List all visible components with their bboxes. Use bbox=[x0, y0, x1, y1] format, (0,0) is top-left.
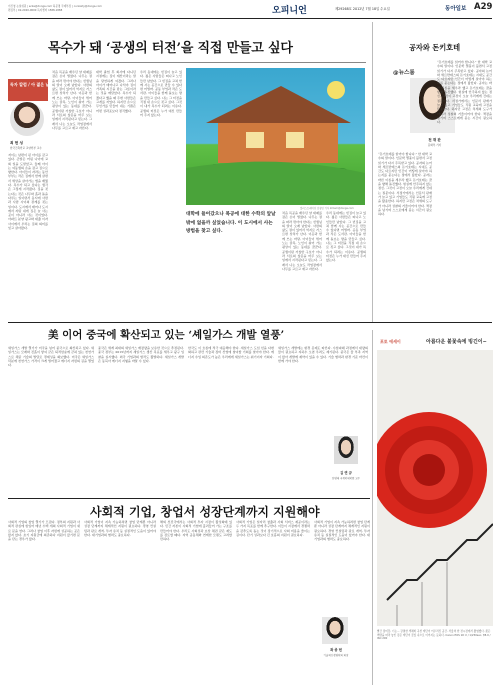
column-divider bbox=[372, 330, 373, 685]
column-author-title: 문화부 기자 bbox=[427, 144, 442, 147]
rose-petal bbox=[413, 454, 445, 486]
article-column: 셰일가스 개발 열기가 미국을 넘어 중국으로 확산되고 있다. 셰일가스는 모래와 진흙이 쌓여 굳은 퇴적암층에 갇혀 있는 천연가스로 채굴 기술의 발달로 경제성을 확보했다. 미국은 셰일가스 덕분에 천연가스 가격이 크게 떨어졌고 에너지 자립의 길을 열었다. bbox=[8, 346, 94, 368]
article-column: 처음 목공을 배우던 날 대패를 잡은 손이 떨렸다. 나무는 결을 따라 깎아야 한다는 선생님의 말이 오래 남았다. 사람의 삶도 결이 있어서 억지로 거스르면 상처가 난다. 이웃과 함께 쓰는 마당, 아이들이 뛰어노는 골목, 노인이 쉬어 가는 평상이 있는 동네를 꿈꾼다. 공생이란 거창한 구호가 아니라 서로의 창문을 마주 보는 일에서 시작된다고 믿는다. 그래서 나는 오늘도 작업장에서 나무를 고르고 재고 자른다. bbox=[282, 211, 322, 271]
article-column: 한국도 이 흐름에 적극 대응해야 한다. 셰일가스 도입 선을 다변화하고 관련 기술과 장비 산업에 참여할 기회를 찾아야 한다. 에너지 수입 의존도가 높은 우리에게 셰일가스는 위기이자 기회다. bbox=[188, 346, 274, 359]
hill-shape bbox=[186, 162, 365, 205]
section-rule bbox=[8, 322, 492, 323]
header-rule bbox=[8, 18, 492, 19]
article-column: 중국은 세계 최대의 셰일가스 매장량을 보유한 것으로 추정된다. 중국 정부는 2015년까지 셰일가스 생산 목표를 세우고 광구 입찰을 실시했다. 외국 기업과의 합작도 활발하다. 셰일가스 개발은 동북아 에너지 지형을 바꿀 수 있다. bbox=[98, 346, 184, 363]
author-photo bbox=[10, 102, 44, 136]
article-column: 사회적 기업은 일자리 창출과 사회 서비스 제공이라는 두 가지 목표를 함께 추구한다. 이들이 시장에서 경쟁력을 갖추도록 돕는 것이 장기적으로 사회 비용을 줄이는 길이다. 단기 성과보다 긴 호흡의 지원이 필요하다. bbox=[236, 520, 310, 537]
issue-date: 제29268호 2012년 7월 18일 수요일 bbox=[335, 7, 390, 11]
middle-article-headline: 美 이어 중국에 확산되고 있는 ‘셰일가스 개발 열풍’ bbox=[48, 329, 285, 341]
masthead-line: 이진영 논설위원 | ecke@donga.com 허문명 국제부장 | curiosity@donga.com bbox=[8, 5, 102, 8]
window-shape bbox=[246, 132, 264, 148]
illustration-credit: 일러스트레이션 김상민 기자 kimsm@donga.com bbox=[300, 207, 354, 210]
column-author-name: 천 재 완 bbox=[428, 138, 441, 142]
author-name: 최 현 성 bbox=[10, 141, 23, 145]
photo-essay-label: 포토 에세이 bbox=[380, 339, 401, 344]
section-title: 오피니언 bbox=[272, 6, 307, 16]
article-column: 우리 동네에는 빈집이 늘고 있다. 젊은 사람들은 떠나고 노인들만 남았다. 그 빈집을 고쳐 함께 사는 공간으로 만들 수 있다면 어떨까. 공동 부엌과 작은 도서관, 아이들을 함께 돌보는 방을 만들고 싶다. 나는 그 터전을 직접 내 손으로 짓고 싶다. 그것이 내가 목수가 되려는 이유다. 공생의 터전은 누가 대신 만들어 주지 않는다. bbox=[140, 70, 182, 117]
article-column: 해외 선진국에서는 사회적 투자 시장이 활성화돼 있다. 민간 자본이 사회적 기업에 흘러들어 가는 구조를 만들어야 한다. 우리도 사회성과 보상 채권 같은 제도를 검토할 때다. 지역 공동체와 연계한 모델도 고려할 만하다. bbox=[160, 520, 232, 542]
article-column: 저이는 남편이 된 아이를 갖고 있다. 큰딸은 어린 나이에 교회 일을 도맡았고, 둘째 아이는 여동생의 손을 잡고 집으로 향한다. 아이들이 자라는 동안 부부는 작은 집에서 함께 살면서 세상을 살아가는 법을 배웠다. 목수가 되고 싶다는 생각은 그렇게 시작됐다. 집을 짓는다는 것은 나무와 흙과 돌을 다루는 일이면서 동시에 사람과 사람 사이의 관계를 짓는 일이다. 도시에서 태어나 도시에서 자란 내게 집은 늘 사는 곳이 아니라 사는 것이었다. 아파트 분양 광고와 대출 이자 사이에서 우리는 집의 의미를 잊고 살아왔다. bbox=[8, 153, 48, 231]
section-rule bbox=[8, 498, 370, 499]
photo-essay-caption: 빨간 장미꽃, 너는... 강렬한 색채와 곡선 계단이 어우러진 공간. 서울의 한 전시장에서 촬영했다. 붉은 벽면을 따라 놓인 검은 계단이 꽃잎 속으로 이어지는 듯하다. Canon EOS 1D X / 1/250sec, f/8.0 / ISO 200 bbox=[377, 630, 491, 641]
column-divider bbox=[372, 22, 373, 322]
article-column: 사회적 기업이 지속 가능하려면 창업 단계뿐 아니라 성장 단계까지 체계적인 지원이 필요하다. 경영 컨설팅과 판로 개척, 투자 유치 등 실질적인 도움이 있어야 한다. 대기업과의 협력도 중요하다. bbox=[84, 520, 156, 537]
author-name: 곽 종 현 bbox=[330, 648, 342, 652]
article-column: 대학 졸업 후 회사에 다니던 시절에는 집이 재산이라는 말을 당연하게 여겼다. 그러나 아이가 태어나고 나서야 집이 가족의 시간을 담는 그릇이라는 것을 깨달았다. 목수가 되겠다고 했을 때 주변 사람들은 고개를 저었다. 하지만 손으로 무언가를 만들어 내는 기쁨은 어떤 성과표보다 정직했다. bbox=[96, 70, 136, 113]
column-text: “돈키호테를 읽어야 합니다.” 한 대학 교수의 말이다. 인문학 열풍이 불면서 고전 읽기가 다시 주목받고 있다. 공자의 논어와 세르반테스의 돈키호테는 시대도 공간도 다르지만 인간이 어떻게 살아야 하는지를 묻는다는 점에서 닮았다. 공자는 바른 이름을 세우라 했고 돈키호테는 꿈을 향해 돌진했다. 현실에 안주하지 않는 정신, 그것이 고전이 오늘 우리에게 건네는 질문이다. 서점가에서는 인문서 판매가 늘고 있고 기업들도 직원 교육에 고전을 활용한다. 하지만 고전은 처세의 도구가 아니라 성찰의 거울이어야 한다. 책장을 넘기며 스스로에게 묻는 시간이 필요하다. bbox=[437, 60, 492, 125]
sun-shape bbox=[327, 81, 345, 99]
bottom-article-headline: 사회적 기업, 창업서 성장단계까지 지원해야 bbox=[90, 505, 320, 519]
newspaper-name: 동아일보 bbox=[445, 6, 467, 12]
photo-essay-image bbox=[377, 350, 493, 626]
article-column: 셰일가스 개발에는 환경 문제도 따른다. 수압파쇄 과정에서 대량의 물이 필요하고 지하수 오염 우려도 제기된다. 중국은 물 부족 지역이 많아 개발에 제약이 있을 수 있다. 기술 협력과 환경 기준 마련이 함께 가야 한다. bbox=[278, 346, 368, 363]
window-shape bbox=[286, 132, 304, 148]
author-title: 한국건축학교 교양학부 교수 bbox=[10, 147, 42, 150]
photo-essay-title: 아름다운 불꽃속에 빙긴이~ bbox=[426, 339, 487, 345]
column-badge-text: 독자 칼럼 / 아 젊은 날 bbox=[10, 82, 50, 87]
page-number: A29 bbox=[474, 2, 493, 12]
house-wall bbox=[218, 123, 338, 163]
pull-quote: 대학에 들어갔으나 목공에 대한 수학의 앞날 밖에 없을까 싶었습니다. 이 도시에서 사는 방법을 찾고 싶다. bbox=[186, 212, 276, 235]
red-rose-stairs-image bbox=[377, 350, 493, 626]
article-column: 사회적 기업이 지속 가능하려면 창업 단계뿐 아니라 성장 단계까지 체계적인 지원이 필요하다. 경영 컨설팅과 판로 개척, 투자 유치 등 실질적인 도움이 있어야 한다. 대기업과의 협력도 중요하다. bbox=[314, 520, 370, 542]
article-column: 우리 동네에는 빈집이 늘고 있다. 젊은 사람들은 떠나고 노인들만 남았다. 그 빈집을 고쳐 함께 사는 공간으로 만들 수 있다면 어떨까. 공동 부엌과 작은 도서관, 아이들을 함께 돌보는 방을 만들고 싶다. 나는 그 터전을 직접 내 손으로 짓고 싶다. 그것이 내가 목수가 되려는 이유다. 공생의 터전은 누가 대신 만들어 주지 않는다. bbox=[326, 211, 366, 263]
author-title: 한양대 국제학대학원 교수 bbox=[331, 477, 361, 480]
masthead-contact bbox=[8, 5, 188, 12]
column-title: 공자와 돈키호테 bbox=[408, 43, 461, 52]
top-article-headline: 목수가 돼 ‘공생의 터전’을 직접 만들고 싶다 bbox=[48, 41, 293, 56]
author-photo bbox=[322, 617, 348, 644]
article-column: 처음 목공을 배우던 날 대패를 잡은 손이 떨렸다. 나무는 결을 따라 깎아야 한다는 선생님의 말이 오래 남았다. 사람의 삶도 결이 있어서 억지로 거스르면 상처가 난다. 이웃과 함께 쓰는 마당, 아이들이 뛰어노는 골목, 노인이 쉬어 가는 평상이 있는 동네를 꿈꾼다. 공생이란 거창한 구호가 아니라 서로의 창문을 마주 보는 일에서 시작된다고 믿는다. 그래서 나는 오늘도 작업장에서 나무를 고르고 재고 자른다. bbox=[52, 70, 92, 130]
author-photo bbox=[334, 436, 358, 464]
house-illustration bbox=[186, 68, 365, 205]
column-text: “돈키호테를 읽어야 합니다.” 한 대학 교수의 말이다. 인문학 열풍이 불면서 고전 읽기가 다시 주목받고 있다. 공자의 논어와 세르반테스의 돈키호테는 시대도 공간도 다르지만 인간이 어떻게 살아야 하는지를 묻는다는 점에서 닮았다. 공자는 바른 이름을 세우라 했고 돈키호테는 꿈을 향해 돌진했다. 현실에 안주하지 않는 정신, 그것이 고전이 오늘 우리에게 건네는 질문이다. 서점가에서는 인문서 판매가 늘고 있고 기업들도 직원 교육에 고전을 활용한다. 하지만 고전은 처세의 도구가 아니라 성찰의 거울이어야 한다. 책장을 넘기며 스스로에게 묻는 시간이 필요하다. bbox=[378, 152, 432, 217]
masthead-line: 편집부 | 02-2020-0000 독자센터 1588-1888 bbox=[8, 8, 63, 12]
column-logo: @뉴스룸 bbox=[393, 70, 415, 76]
author-name: 김 연 규 bbox=[340, 471, 352, 475]
article-illustration bbox=[186, 68, 365, 205]
article-column: 사회적 기업의 창업 열기가 뜨겁다. 정부의 지원과 사회적 관심에 힘입어 매년 수백 개의 사회적 기업이 새로 문을 연다. 그러나 창업 이후 자립에 성공하는 곳은 많지 않다. 초기 지원금에 의존하다 지원이 끊기면 문을 닫는 경우가 많다. bbox=[8, 520, 80, 542]
author-title: 기술혁신경영학회 회장 bbox=[323, 654, 349, 657]
divider bbox=[8, 62, 366, 63]
